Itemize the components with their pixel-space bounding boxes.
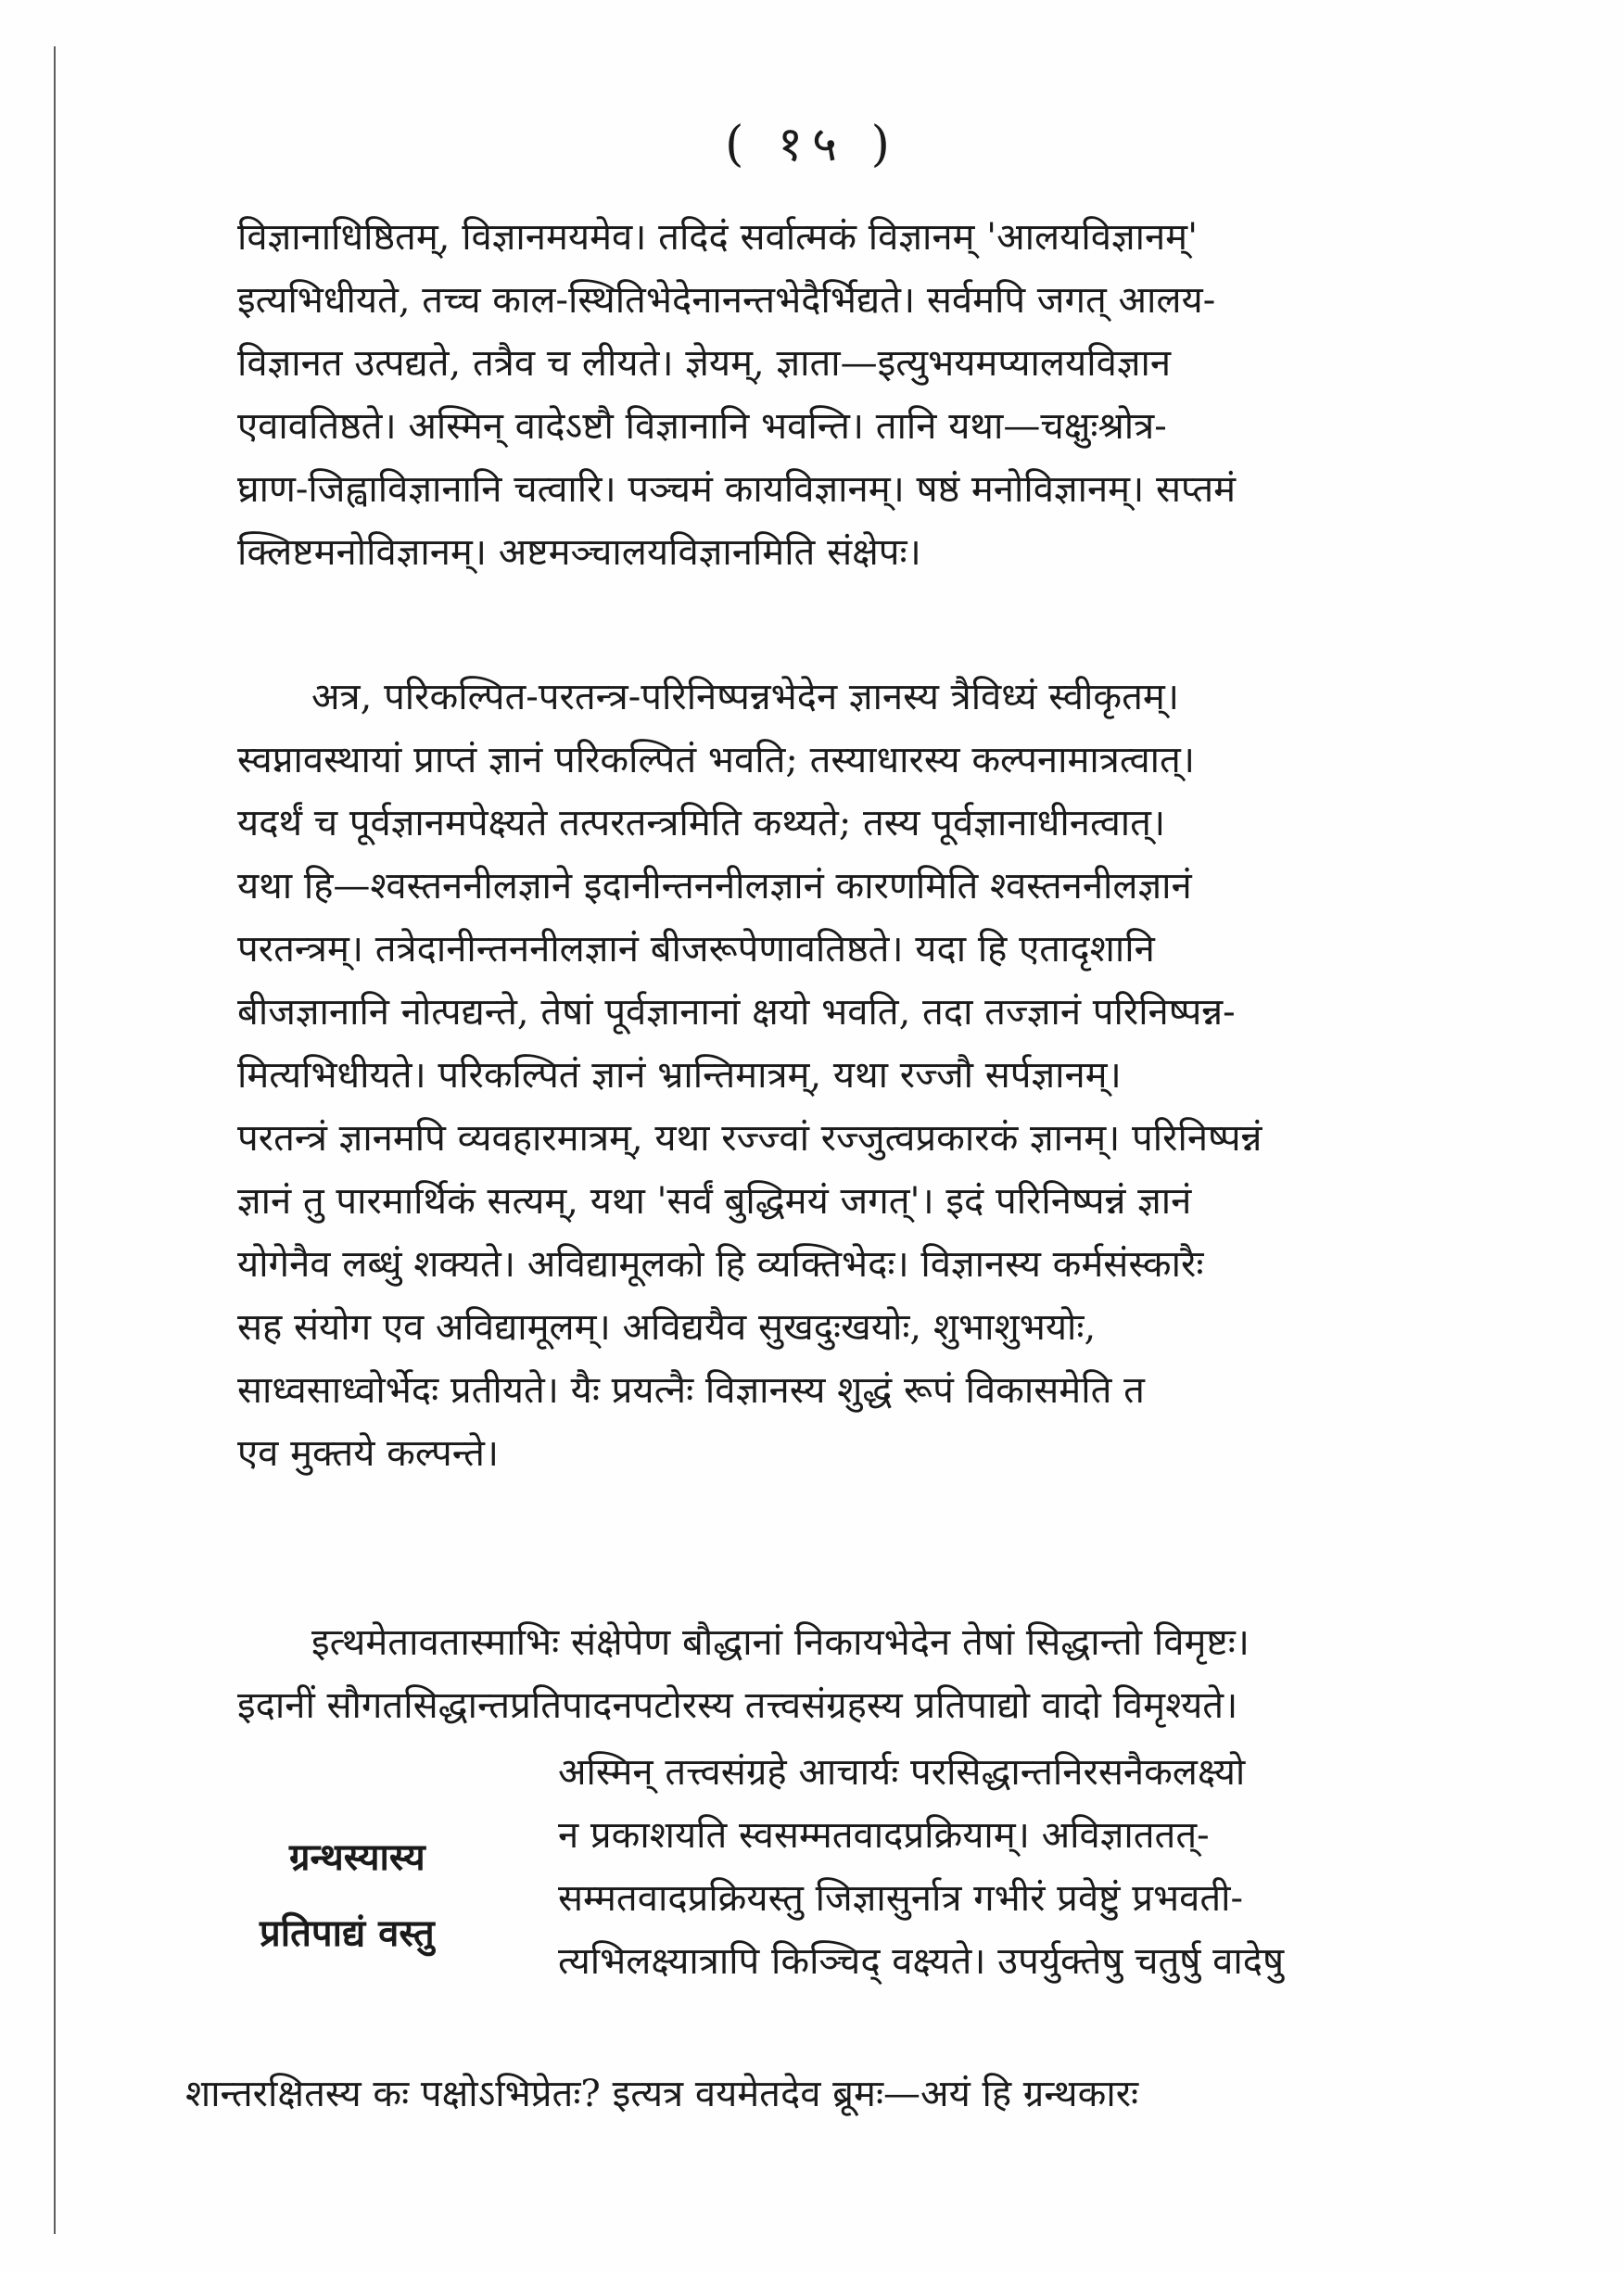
text-line: एवावतिष्ठते। अस्मिन् वादेऽष्टौ विज्ञानानि भवन्ति। तानि यथा—चक्षुःश्रोत्र-	[237, 405, 1167, 448]
text-line: अस्मिन् तत्त्वसंग्रहे आचार्यः परसिद्धान्तनिरसनैकलक्ष्यो	[558, 1751, 1246, 1794]
side-heading-block	[237, 1741, 1366, 2000]
left-margin-rule	[54, 46, 56, 2234]
text-line: शान्तरक्षितस्य कः पक्षोऽभिप्रेतः? इत्यत्र वयमेतदेव ब्रूमः—अयं हि ग्रन्थकारः	[185, 2073, 1139, 2115]
text-line: ज्ञानं तु पारमार्थिकं सत्यम्, यथा 'सर्वं बुद्धिमयं जगत्'। इदं परिनिष्पन्नं ज्ञानं	[237, 1180, 1192, 1223]
text-line: सह संयोग एव अविद्यामूलम्। अविद्ययैव सुखदुःखयोः, शुभाशुभयोः,	[237, 1306, 1097, 1349]
text-line: घ्राण-जिह्वाविज्ञानानि चत्वारि। पञ्चमं कायविज्ञानम्। षष्ठं मनोविज्ञानम्। सप्तमं	[237, 468, 1237, 511]
text-line: साध्वसाध्वोर्भेदः प्रतीयते। यैः प्रयत्नैः विज्ञानस्य शुद्धं रूपं विकासमेति त	[237, 1369, 1145, 1412]
paragraph-1	[237, 206, 1366, 584]
text-line: स्वप्नावस्थायां प्राप्तं ज्ञानं परिकल्पितं भवति; तस्याधारस्य कल्पनामात्रत्वात्।	[237, 739, 1196, 781]
text-line: त्यभिलक्ष्यात्रापि किञ्चिद् वक्ष्यते। उपर्युक्तेषु चतुर्षु वादेषु	[558, 1940, 1285, 1983]
text-line: इत्यभिधीयते, तच्च काल-स्थितिभेदेनानन्तभेदैर्भिद्यते। सर्वमपि जगत् आलय-	[237, 279, 1216, 322]
text-line: सम्मतवादप्रक्रियस्तु जिज्ञासुर्नात्र गभीरं प्रवेष्टुं प्रभवती-	[558, 1877, 1244, 1920]
text-line: मित्यभिधीयते। परिकल्पितं ज्ञानं भ्रान्तिमात्रम्, यथा रज्जौ सर्पज्ञानम्।	[237, 1054, 1122, 1097]
text-line: इदानीं सौगतसिद्धान्तप्रतिपादनपटोरस्य तत्त्वसंग्रहस्य प्रतिपाद्यो वादो विमृश्यते।	[237, 1684, 1238, 1727]
page-number: ( १५ )	[725, 117, 899, 172]
text-line: परतन्त्रं ज्ञानमपि व्यवहारमात्रम्, यथा रज्ज्वां रज्जुत्वप्रकारकं ज्ञानम्। परिनिष्पन्नं	[237, 1117, 1262, 1160]
text-line: एव मुक्तये कल्पन्ते।	[237, 1432, 500, 1475]
text-line: विज्ञानाधिष्ठितम्, विज्ञानमयमेव। तदिदं सर्वात्मकं विज्ञानम् 'आलयविज्ञानम्'	[237, 216, 1199, 259]
text-line: न प्रकाशयति स्वसम्मतवादप्रक्रियाम्। अविज्ञाततत्-	[558, 1814, 1210, 1857]
text-line: योगेनैव लब्धुं शक्यते। अविद्यामूलको हि व्यक्तिभेदः। विज्ञानस्य कर्मसंस्कारैः	[237, 1243, 1204, 1286]
text-line: परतन्त्रम्। तत्रेदानीन्तननीलज्ञानं बीजरूपेणावतिष्ठते। यदा हि एतादृशानि	[237, 928, 1155, 971]
text-line: क्लिष्टमनोविज्ञानम्। अष्टमञ्चालयविज्ञानमिति संक्षेपः।	[237, 531, 921, 574]
text-line: बीजज्ञानानि नोत्पद्यन्ते, तेषां पूर्वज्ञानानां क्षयो भवति, तदा तज्ज्ञानं परिनिष्पन्न-	[237, 991, 1236, 1034]
text-line: यदर्थं च पूर्वज्ञानमपेक्ष्यते तत्परतन्त्रमिति कथ्यते; तस्य पूर्वज्ञानाधीनत्वात्।	[237, 802, 1166, 844]
paragraph-3	[237, 1611, 1366, 1737]
side-heading: ग्रन्थस्यास्य	[289, 1835, 425, 1879]
text-line: विज्ञानत उत्पद्यते, तत्रैव च लीयते। ज्ञेयम्, ज्ञाता—इत्युभयमप्यालयविज्ञान	[237, 342, 1172, 385]
paragraph-2	[237, 666, 1366, 1485]
text-line: यथा हि—श्वस्तननीलज्ञाने इदानीन्तननीलज्ञानं कारणमिति श्वस्तननीलज्ञानं	[237, 865, 1192, 908]
text-line: अत्र, परिकल्पित-परतन्त्र-परिनिष्पन्नभेदेन ज्ञानस्य त्रैविध्यं स्वीकृतम्।	[311, 676, 1180, 718]
side-heading: प्रतिपाद्यं वस्तु	[260, 1911, 435, 1955]
side-text	[558, 1741, 1366, 1993]
text-line: इत्थमेतावतास्माभिः संक्षेपेण बौद्धानां निकायभेदेन तेषां सिद्धान्तो विमृष्टः।	[311, 1621, 1250, 1664]
